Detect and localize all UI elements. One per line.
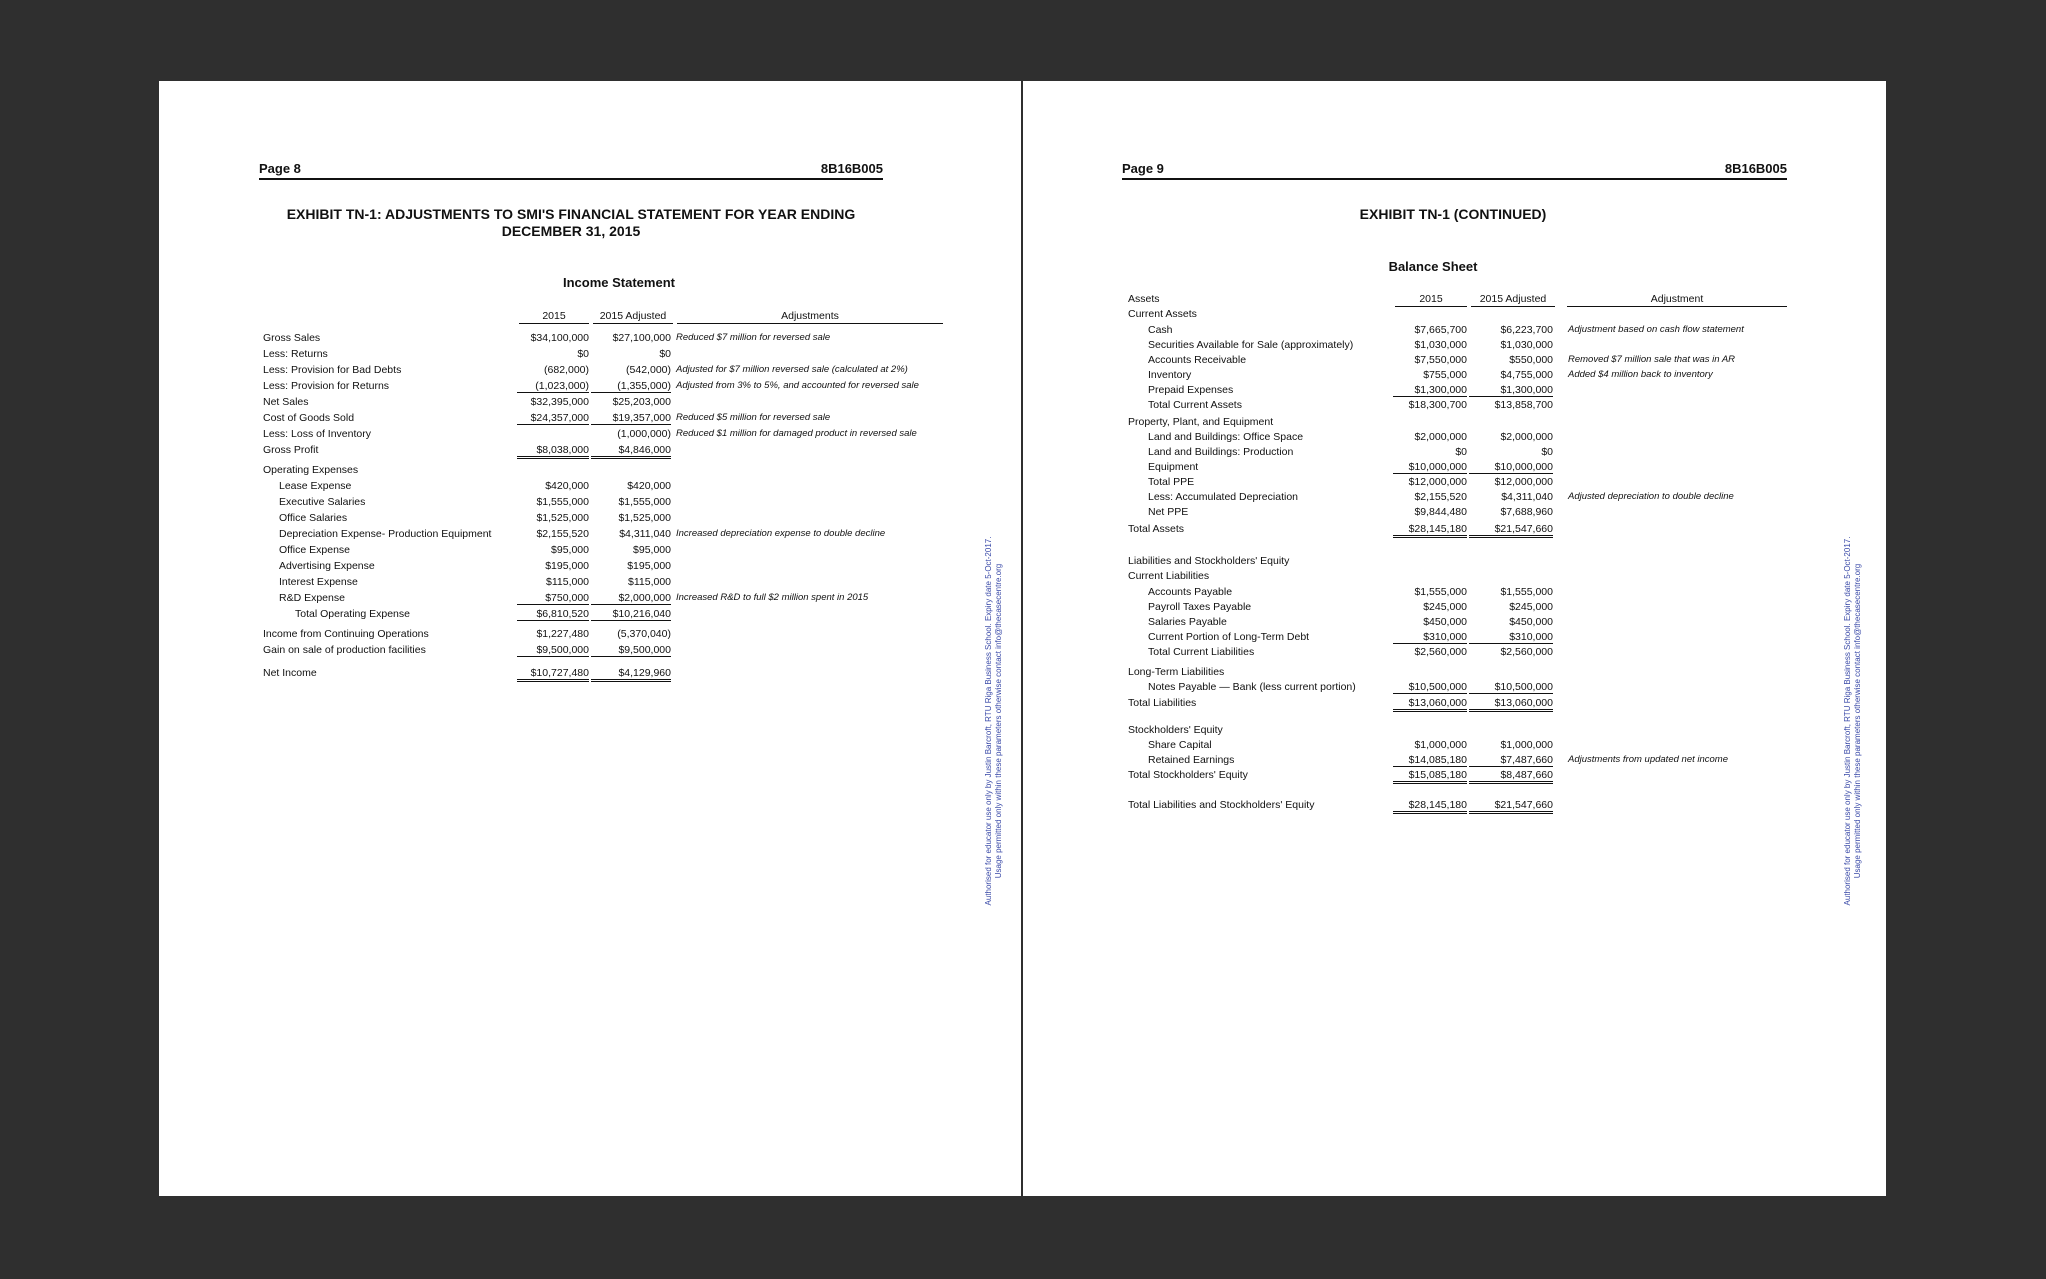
statement-row	[159, 364, 1019, 380]
row-label: Stockholders' Equity	[1128, 724, 1223, 736]
value-2015-adjusted: (1,355,000)	[591, 380, 671, 393]
value-2015: $12,000,000	[1408, 476, 1467, 488]
value-2015: $10,727,480	[517, 667, 589, 682]
row-label: Notes Payable — Bank (less current portion)	[1148, 681, 1356, 693]
value-2015: $1,525,000	[536, 512, 589, 524]
value-2015-adjusted: $25,203,000	[612, 396, 671, 408]
statement-row	[1023, 601, 1883, 617]
statement-row	[1023, 446, 1883, 462]
value-2015: $13,060,000	[1393, 697, 1467, 712]
value-2015-adjusted: (542,000)	[626, 364, 671, 376]
statement-row	[159, 332, 1019, 348]
value-2015-adjusted: $8,487,660	[1469, 769, 1553, 784]
row-label: R&D Expense	[279, 592, 345, 604]
value-2015-adjusted: $245,000	[1509, 601, 1553, 613]
adjustment-note: Reduced $7 million for reversed sale	[676, 332, 831, 343]
statement-row	[1023, 754, 1883, 770]
value-2015-adjusted: $7,688,960	[1500, 506, 1553, 518]
row-label: Gain on sale of production facilities	[263, 644, 426, 656]
statement-row	[159, 644, 1019, 660]
value-2015-adjusted: $6,223,700	[1500, 324, 1553, 336]
value-2015-adjusted: (5,370,040)	[617, 628, 671, 640]
statement-row	[1023, 646, 1883, 662]
value-2015: $0	[1455, 446, 1467, 458]
row-label: Total Stockholders' Equity	[1128, 769, 1248, 781]
row-label: Interest Expense	[279, 576, 358, 588]
value-2015-adjusted: $27,100,000	[612, 332, 671, 344]
value-2015-adjusted: $420,000	[627, 480, 671, 492]
value-2015-adjusted: $10,216,040	[591, 608, 671, 621]
row-label: Lease Expense	[279, 480, 352, 492]
value-2015-adjusted: $115,000	[627, 576, 671, 588]
value-2015: $1,300,000	[1393, 384, 1467, 397]
watermark	[1838, 491, 1868, 951]
statement-row	[1023, 724, 1883, 740]
value-2015-adjusted: $2,000,000	[1500, 431, 1553, 443]
statement-row	[1023, 586, 1883, 602]
page-number: Page 9	[1122, 161, 1164, 176]
adjustment-note: Adjusted for $7 million reversed sale (calculated at 2%)	[676, 364, 908, 375]
statement-row	[159, 348, 1019, 364]
row-label: Long-Term Liabilities	[1128, 666, 1225, 678]
value-2015-adjusted: $195,000	[627, 560, 671, 572]
value-2015-adjusted: $550,000	[1509, 354, 1553, 366]
row-label: Less: Loss of Inventory	[263, 428, 371, 440]
column-header-2015: 2015	[1395, 293, 1467, 307]
value-2015: $95,000	[551, 544, 589, 556]
row-label: Current Portion of Long-Term Debt	[1148, 631, 1310, 643]
row-label: Operating Expenses	[263, 464, 359, 476]
adjustment-note: Increased R&D to full $2 million spent in 2015	[676, 592, 869, 603]
value-2015: $1,000,000	[1414, 739, 1467, 751]
row-label: Assets	[1128, 293, 1160, 305]
value-2015-adjusted: $13,060,000	[1469, 697, 1553, 712]
value-2015-adjusted: $4,846,000	[591, 444, 671, 459]
statement-row	[1023, 293, 1883, 309]
value-2015: $34,100,000	[530, 332, 589, 344]
row-label: Salaries Payable	[1148, 616, 1227, 628]
row-label: Retained Earnings	[1148, 754, 1235, 766]
row-label: Payroll Taxes Payable	[1148, 601, 1252, 613]
adjustment-note: Reduced $1 million for damaged product in reversed sale	[676, 428, 917, 439]
row-label: Total Current Liabilities	[1148, 646, 1255, 658]
statement-row	[1023, 631, 1883, 647]
statement-row	[159, 628, 1019, 644]
row-label: Less: Returns	[263, 348, 328, 360]
value-2015: $1,030,000	[1414, 339, 1467, 351]
statement-row	[1023, 506, 1883, 522]
row-label: Depreciation Expense- Production Equipment	[279, 528, 492, 540]
row-label: Income from Continuing Operations	[263, 628, 429, 640]
column-header-adjustment: Adjustment	[1567, 293, 1787, 307]
value-2015: $0	[577, 348, 589, 360]
statement-row	[159, 528, 1019, 544]
column-header-adjustments: Adjustments	[677, 310, 943, 324]
value-2015: $9,500,000	[517, 644, 589, 657]
adjustment-note: Added $4 million back to inventory	[1568, 369, 1713, 380]
value-2015: $10,500,000	[1393, 681, 1467, 694]
value-2015-adjusted: $10,000,000	[1469, 461, 1553, 474]
page-header	[1122, 156, 1787, 180]
adjustment-note: Reduced $5 million for reversed sale	[676, 412, 831, 423]
value-2015: $115,000	[545, 576, 589, 588]
exhibit-title	[219, 206, 923, 240]
row-label: Total Current Assets	[1148, 399, 1242, 411]
row-label: Accounts Payable	[1148, 586, 1233, 598]
statement-row	[1023, 491, 1883, 507]
value-2015: $2,155,520	[536, 528, 589, 540]
value-2015-adjusted: $7,487,660	[1469, 754, 1553, 767]
value-2015-adjusted: $13,858,700	[1494, 399, 1553, 411]
value-2015: $420,000	[545, 480, 589, 492]
row-label: Accounts Receivable	[1148, 354, 1247, 366]
row-label: Cash	[1148, 324, 1173, 336]
document-code: 8B16B005	[1724, 161, 1787, 176]
value-2015-adjusted: $0	[659, 348, 671, 360]
value-2015: $32,395,000	[530, 396, 589, 408]
watermark-line1: Authorised for educator use only by Justin Barcroft, RTU Riga Business School. Expiry date 5-Oct-2017.	[984, 536, 993, 906]
statement-row	[1023, 570, 1883, 586]
row-label: Total Assets	[1128, 523, 1185, 535]
value-2015-adjusted: $1,555,000	[1500, 586, 1553, 598]
statement-row	[159, 512, 1019, 528]
row-label: Property, Plant, and Equipment	[1128, 416, 1274, 428]
row-label: Less: Provision for Bad Debts	[263, 364, 402, 376]
page-header	[259, 156, 883, 180]
value-2015: $1,555,000	[1414, 586, 1467, 598]
row-label: Current Assets	[1128, 308, 1197, 320]
statement-row	[1023, 523, 1883, 539]
document-code: 8B16B005	[820, 161, 883, 176]
statement-row	[1023, 308, 1883, 324]
statement-row	[1023, 416, 1883, 432]
value-2015: $1,555,000	[536, 496, 589, 508]
value-2015: $6,810,520	[517, 608, 589, 621]
statement-row	[1023, 799, 1883, 815]
statement-row	[1023, 461, 1883, 477]
statement-row	[159, 667, 1019, 683]
adjustment-note: Adjustment based on cash flow statement	[1568, 324, 1744, 335]
value-2015-adjusted: $0	[1541, 446, 1553, 458]
watermark-line1: Authorised for educator use only by Justin Barcroft, RTU Riga Business School. Expiry date 5-Oct-2017.	[1843, 536, 1852, 906]
statement-row	[159, 560, 1019, 576]
value-2015: $2,155,520	[1414, 491, 1467, 503]
row-label: Office Salaries	[279, 512, 348, 524]
row-label: Securities Available for Sale (approximately)	[1148, 339, 1354, 351]
statement-row	[1023, 476, 1883, 492]
row-label: Net PPE	[1148, 506, 1189, 518]
statement-row	[159, 608, 1019, 624]
value-2015-adjusted: $1,525,000	[618, 512, 671, 524]
adjustment-note: Adjusted depreciation to double decline	[1568, 491, 1734, 502]
row-label: Total PPE	[1148, 476, 1195, 488]
statement-row	[159, 592, 1019, 608]
value-2015-adjusted: $1,030,000	[1500, 339, 1553, 351]
value-2015: $24,357,000	[517, 412, 589, 425]
exhibit-title-line2: DECEMBER 31, 2015	[501, 223, 641, 239]
adjustment-note: Removed $7 million sale that was in AR	[1568, 354, 1736, 365]
statement-row	[1023, 431, 1883, 447]
statement-row	[159, 496, 1019, 512]
value-2015-adjusted: $1,555,000	[618, 496, 671, 508]
value-2015: $15,085,180	[1393, 769, 1467, 784]
value-2015: $10,000,000	[1393, 461, 1467, 474]
statement-row	[159, 544, 1019, 560]
value-2015-adjusted: $21,547,660	[1469, 523, 1553, 538]
value-2015: $245,000	[1423, 601, 1467, 613]
value-2015: $28,145,180	[1393, 799, 1467, 814]
row-label: Equipment	[1148, 461, 1199, 473]
value-2015: $195,000	[545, 560, 589, 572]
value-2015: $8,038,000	[517, 444, 589, 459]
value-2015: (682,000)	[544, 364, 589, 376]
value-2015: $450,000	[1423, 616, 1467, 628]
row-label: Prepaid Expenses	[1148, 384, 1234, 396]
statement-row	[1023, 354, 1883, 370]
row-label: Land and Buildings: Office Space	[1148, 431, 1304, 443]
statement-row	[159, 396, 1019, 412]
statement-row	[159, 380, 1019, 396]
statement-row	[1023, 555, 1883, 571]
row-label: Share Capital	[1148, 739, 1212, 751]
value-2015-adjusted: $12,000,000	[1494, 476, 1553, 488]
value-2015: $310,000	[1393, 631, 1467, 644]
statement-row	[159, 480, 1019, 496]
value-2015: $755,000	[1423, 369, 1467, 381]
statement-row	[1023, 369, 1883, 385]
statement-row	[1023, 681, 1883, 697]
statement-row	[1023, 697, 1883, 713]
value-2015: $9,844,480	[1414, 506, 1467, 518]
value-2015-adjusted: $4,311,040	[619, 528, 671, 540]
statement-row	[159, 428, 1019, 444]
value-2015-adjusted: $4,129,960	[591, 667, 671, 682]
value-2015-adjusted: $2,560,000	[1500, 646, 1553, 658]
row-label: Less: Accumulated Depreciation	[1148, 491, 1298, 503]
page-8	[159, 81, 1021, 1196]
value-2015-adjusted: $4,755,000	[1500, 369, 1553, 381]
row-label: Total Liabilities and Stockholders' Equity	[1128, 799, 1315, 811]
statement-row	[1023, 339, 1883, 355]
value-2015: $2,000,000	[1414, 431, 1467, 443]
row-label: Total Operating Expense	[295, 608, 410, 620]
statement-row	[1023, 666, 1883, 682]
row-label: Inventory	[1148, 369, 1192, 381]
value-2015: $18,300,700	[1408, 399, 1467, 411]
value-2015: $7,665,700	[1414, 324, 1467, 336]
section-title: Balance Sheet	[1388, 259, 1478, 274]
value-2015-adjusted: $4,311,040	[1501, 491, 1553, 503]
row-label: Executive Salaries	[279, 496, 366, 508]
value-2015-adjusted: $10,500,000	[1469, 681, 1553, 694]
row-label: Gross Sales	[263, 332, 321, 344]
statement-row	[159, 576, 1019, 592]
value-2015-adjusted: $1,000,000	[1500, 739, 1553, 751]
value-2015: $7,550,000	[1414, 354, 1467, 366]
row-label: Gross Profit	[263, 444, 319, 456]
statement-row	[1023, 324, 1883, 340]
statement-row	[1023, 399, 1883, 415]
value-2015-adjusted: $19,357,000	[591, 412, 671, 425]
value-2015-adjusted: $310,000	[1469, 631, 1553, 644]
statement-row	[159, 444, 1019, 460]
watermark-line2: Usage permitted only within these parameters otherwise contact info@thecasecentre.org	[994, 563, 1003, 879]
row-label: Advertising Expense	[279, 560, 375, 572]
adjustment-note: Adjustments from updated net income	[1568, 754, 1729, 765]
value-2015-adjusted: $95,000	[633, 544, 671, 556]
adjustment-note: Adjusted from 3% to 5%, and accounted for reversed sale	[676, 380, 919, 391]
row-label: Less: Provision for Returns	[263, 380, 390, 392]
value-2015: $28,145,180	[1393, 523, 1467, 538]
page-number: Page 8	[259, 161, 301, 176]
page-9	[1023, 81, 1886, 1196]
adjustment-note: Increased depreciation expense to double decline	[676, 528, 886, 539]
statement-row	[1023, 739, 1883, 755]
row-label: Cost of Goods Sold	[263, 412, 355, 424]
value-2015: $750,000	[517, 592, 589, 605]
exhibit-title-line1: EXHIBIT TN-1: ADJUSTMENTS TO SMI'S FINANCIAL STATEMENT FOR YEAR ENDING	[286, 206, 856, 222]
watermark	[979, 491, 1009, 951]
value-2015-adjusted: $2,000,000	[591, 592, 671, 605]
row-label: Current Liabilities	[1128, 570, 1210, 582]
row-label: Land and Buildings: Production	[1148, 446, 1294, 458]
value-2015: $2,560,000	[1414, 646, 1467, 658]
section-title: Income Statement	[563, 275, 675, 290]
exhibit-title: EXHIBIT TN-1 (CONTINUED)	[1359, 206, 1547, 222]
value-2015-adjusted: $450,000	[1509, 616, 1553, 628]
row-label: Net Sales	[263, 396, 309, 408]
value-2015: $14,085,180	[1393, 754, 1467, 767]
statement-row	[1023, 384, 1883, 400]
value-2015-adjusted: $9,500,000	[591, 644, 671, 657]
value-2015-adjusted: $1,300,000	[1469, 384, 1553, 397]
row-label: Net Income	[263, 667, 317, 679]
row-label: Liabilities and Stockholders' Equity	[1128, 555, 1290, 567]
statement-row	[1023, 769, 1883, 785]
watermark-line2: Usage permitted only within these parameters otherwise contact info@thecasecentre.org	[1853, 563, 1862, 879]
column-header-2015-adjusted: 2015 Adjusted	[593, 310, 673, 324]
row-label: Total Liabilities	[1128, 697, 1197, 709]
column-header-2015-adjusted: 2015 Adjusted	[1471, 293, 1555, 307]
row-label: Office Expense	[279, 544, 351, 556]
statement-row	[159, 464, 1019, 480]
statement-row	[1023, 616, 1883, 632]
value-2015: (1,023,000)	[517, 380, 589, 393]
column-header-2015: 2015	[519, 310, 589, 324]
value-2015: $1,227,480	[536, 628, 589, 640]
value-2015-adjusted: (1,000,000)	[617, 428, 671, 440]
statement-row	[159, 412, 1019, 428]
value-2015-adjusted: $21,547,660	[1469, 799, 1553, 814]
